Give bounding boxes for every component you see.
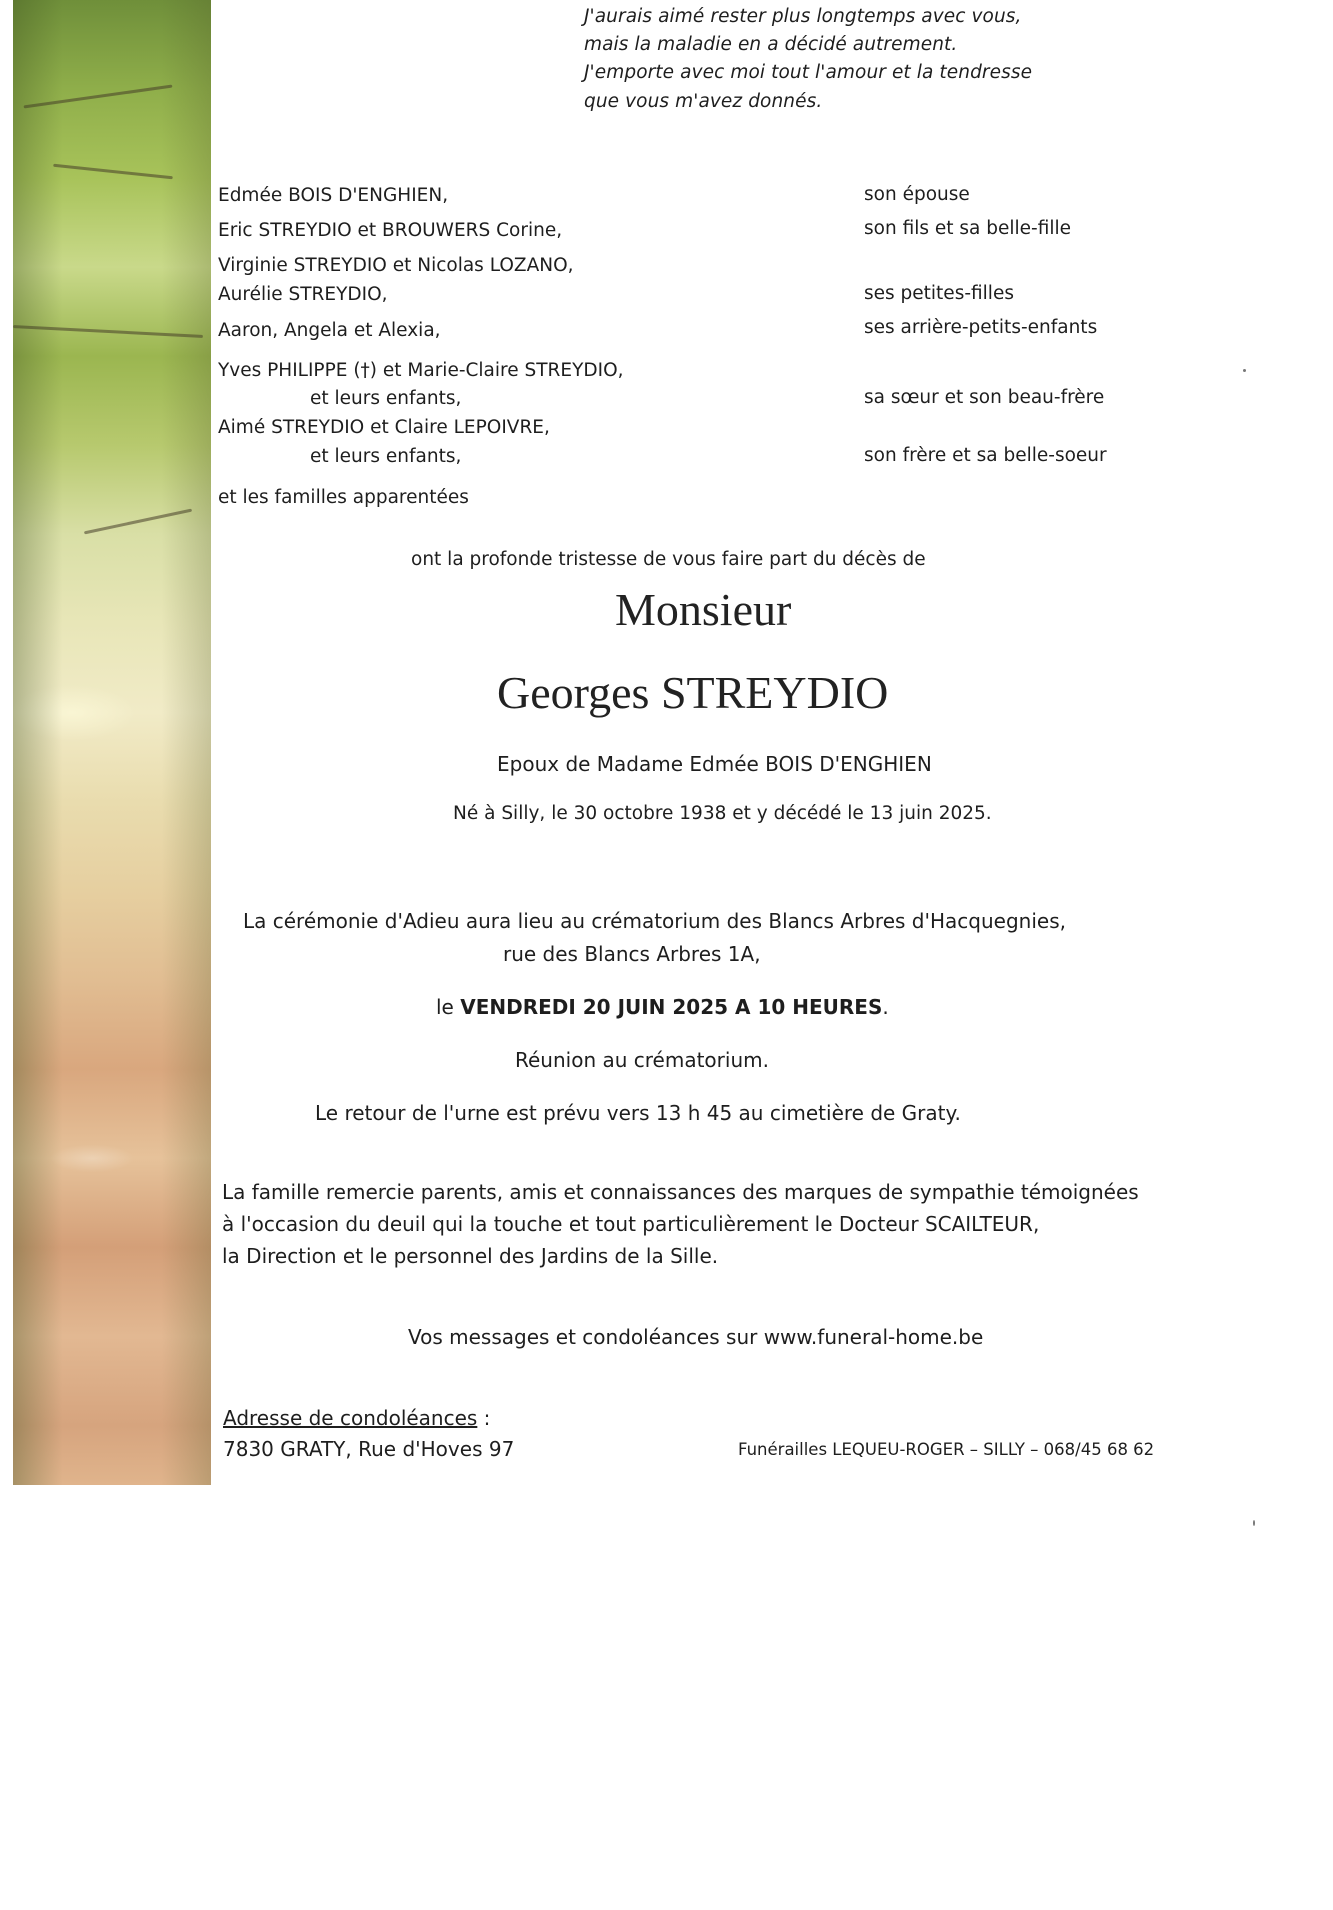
birth-death-line: Né à Silly, le 30 octobre 1938 et y décédé le 13 juin 2025. [453,803,992,824]
scan-speck [1253,1520,1255,1526]
deceased-title: Monsieur [615,584,792,635]
address-label-text: Adresse de condoléances [223,1406,478,1430]
messages-line: Vos messages et condoléances sur www.funeral-home.be [408,1325,984,1349]
reunion-line: Réunion au crématorium. [515,1048,769,1072]
poem-line: mais la maladie en a décidé autrement. [584,34,958,55]
thanks-line: La famille remercie parents, amis et connaissances des marques de sympathie témoignées [222,1180,1139,1204]
ceremony-address: rue des Blancs Arbres 1A, [503,942,761,966]
relation-label: son épouse [864,184,970,205]
family-member: et leurs enfants, [310,446,462,467]
ceremony-date-prefix: le [436,995,461,1019]
family-member: et les familles apparentées [218,487,469,508]
family-member: Aaron, Angela et Alexia, [218,320,441,341]
ceremony-date-bold: VENDREDI 20 JUIN 2025 A 10 HEURES [460,995,883,1019]
forest-path-image [13,0,211,1485]
relation-label: son frère et sa belle-soeur [864,445,1107,466]
family-member: et leurs enfants, [310,388,462,409]
address-label [223,1406,490,1430]
address-value: 7830 GRATY, Rue d'Hoves 97 [223,1437,515,1461]
family-member: Eric STREYDIO et BROUWERS Corine, [218,220,563,241]
relation-label: sa sœur et son beau-frère [864,387,1105,408]
announcement-intro: ont la profonde tristesse de vous faire part du décès de [411,549,926,570]
relation-label: son fils et sa belle-fille [864,218,1072,239]
urn-line: Le retour de l'urne est prévu vers 13 h 45 au cimetière de Graty. [315,1101,961,1125]
address-label-colon: : [477,1406,491,1430]
relation-label: ses arrière-petits-enfants [864,317,1098,338]
spouse-line: Epoux de Madame Edmée BOIS D'ENGHIEN [497,752,932,776]
family-member: Yves PHILIPPE (†) et Marie-Claire STREYDIO, [218,360,624,381]
thanks-line: la Direction et le personnel des Jardins de la Sille. [222,1244,719,1268]
family-member: Aurélie STREYDIO, [218,284,388,305]
family-member: Virginie STREYDIO et Nicolas LOZANO, [218,255,574,276]
ceremony-date-suffix: . [882,995,889,1019]
poem-line: que vous m'avez donnés. [584,91,823,112]
deceased-name: Georges STREYDIO [497,667,889,718]
ceremony-place: La cérémonie d'Adieu aura lieu au crématorium des Blancs Arbres d'Hacquegnies, [243,909,1066,933]
family-member: Edmée BOIS D'ENGHIEN, [218,185,449,206]
thanks-line: à l'occasion du deuil qui la touche et tout particulièrement le Docteur SCAILTEUR, [222,1212,1040,1236]
funeral-home-line: Funérailles LEQUEU-ROGER – SILLY – 068/45 68 62 [738,1440,1155,1459]
family-member: Aimé STREYDIO et Claire LEPOIVRE, [218,417,550,438]
ceremony-date [436,995,889,1019]
scan-speck [1243,369,1246,372]
poem-line: J'aurais aimé rester plus longtemps avec vous, [584,6,1022,27]
poem-line: J'emporte avec moi tout l'amour et la tendresse [584,62,1033,83]
relation-label: ses petites-filles [864,283,1014,304]
